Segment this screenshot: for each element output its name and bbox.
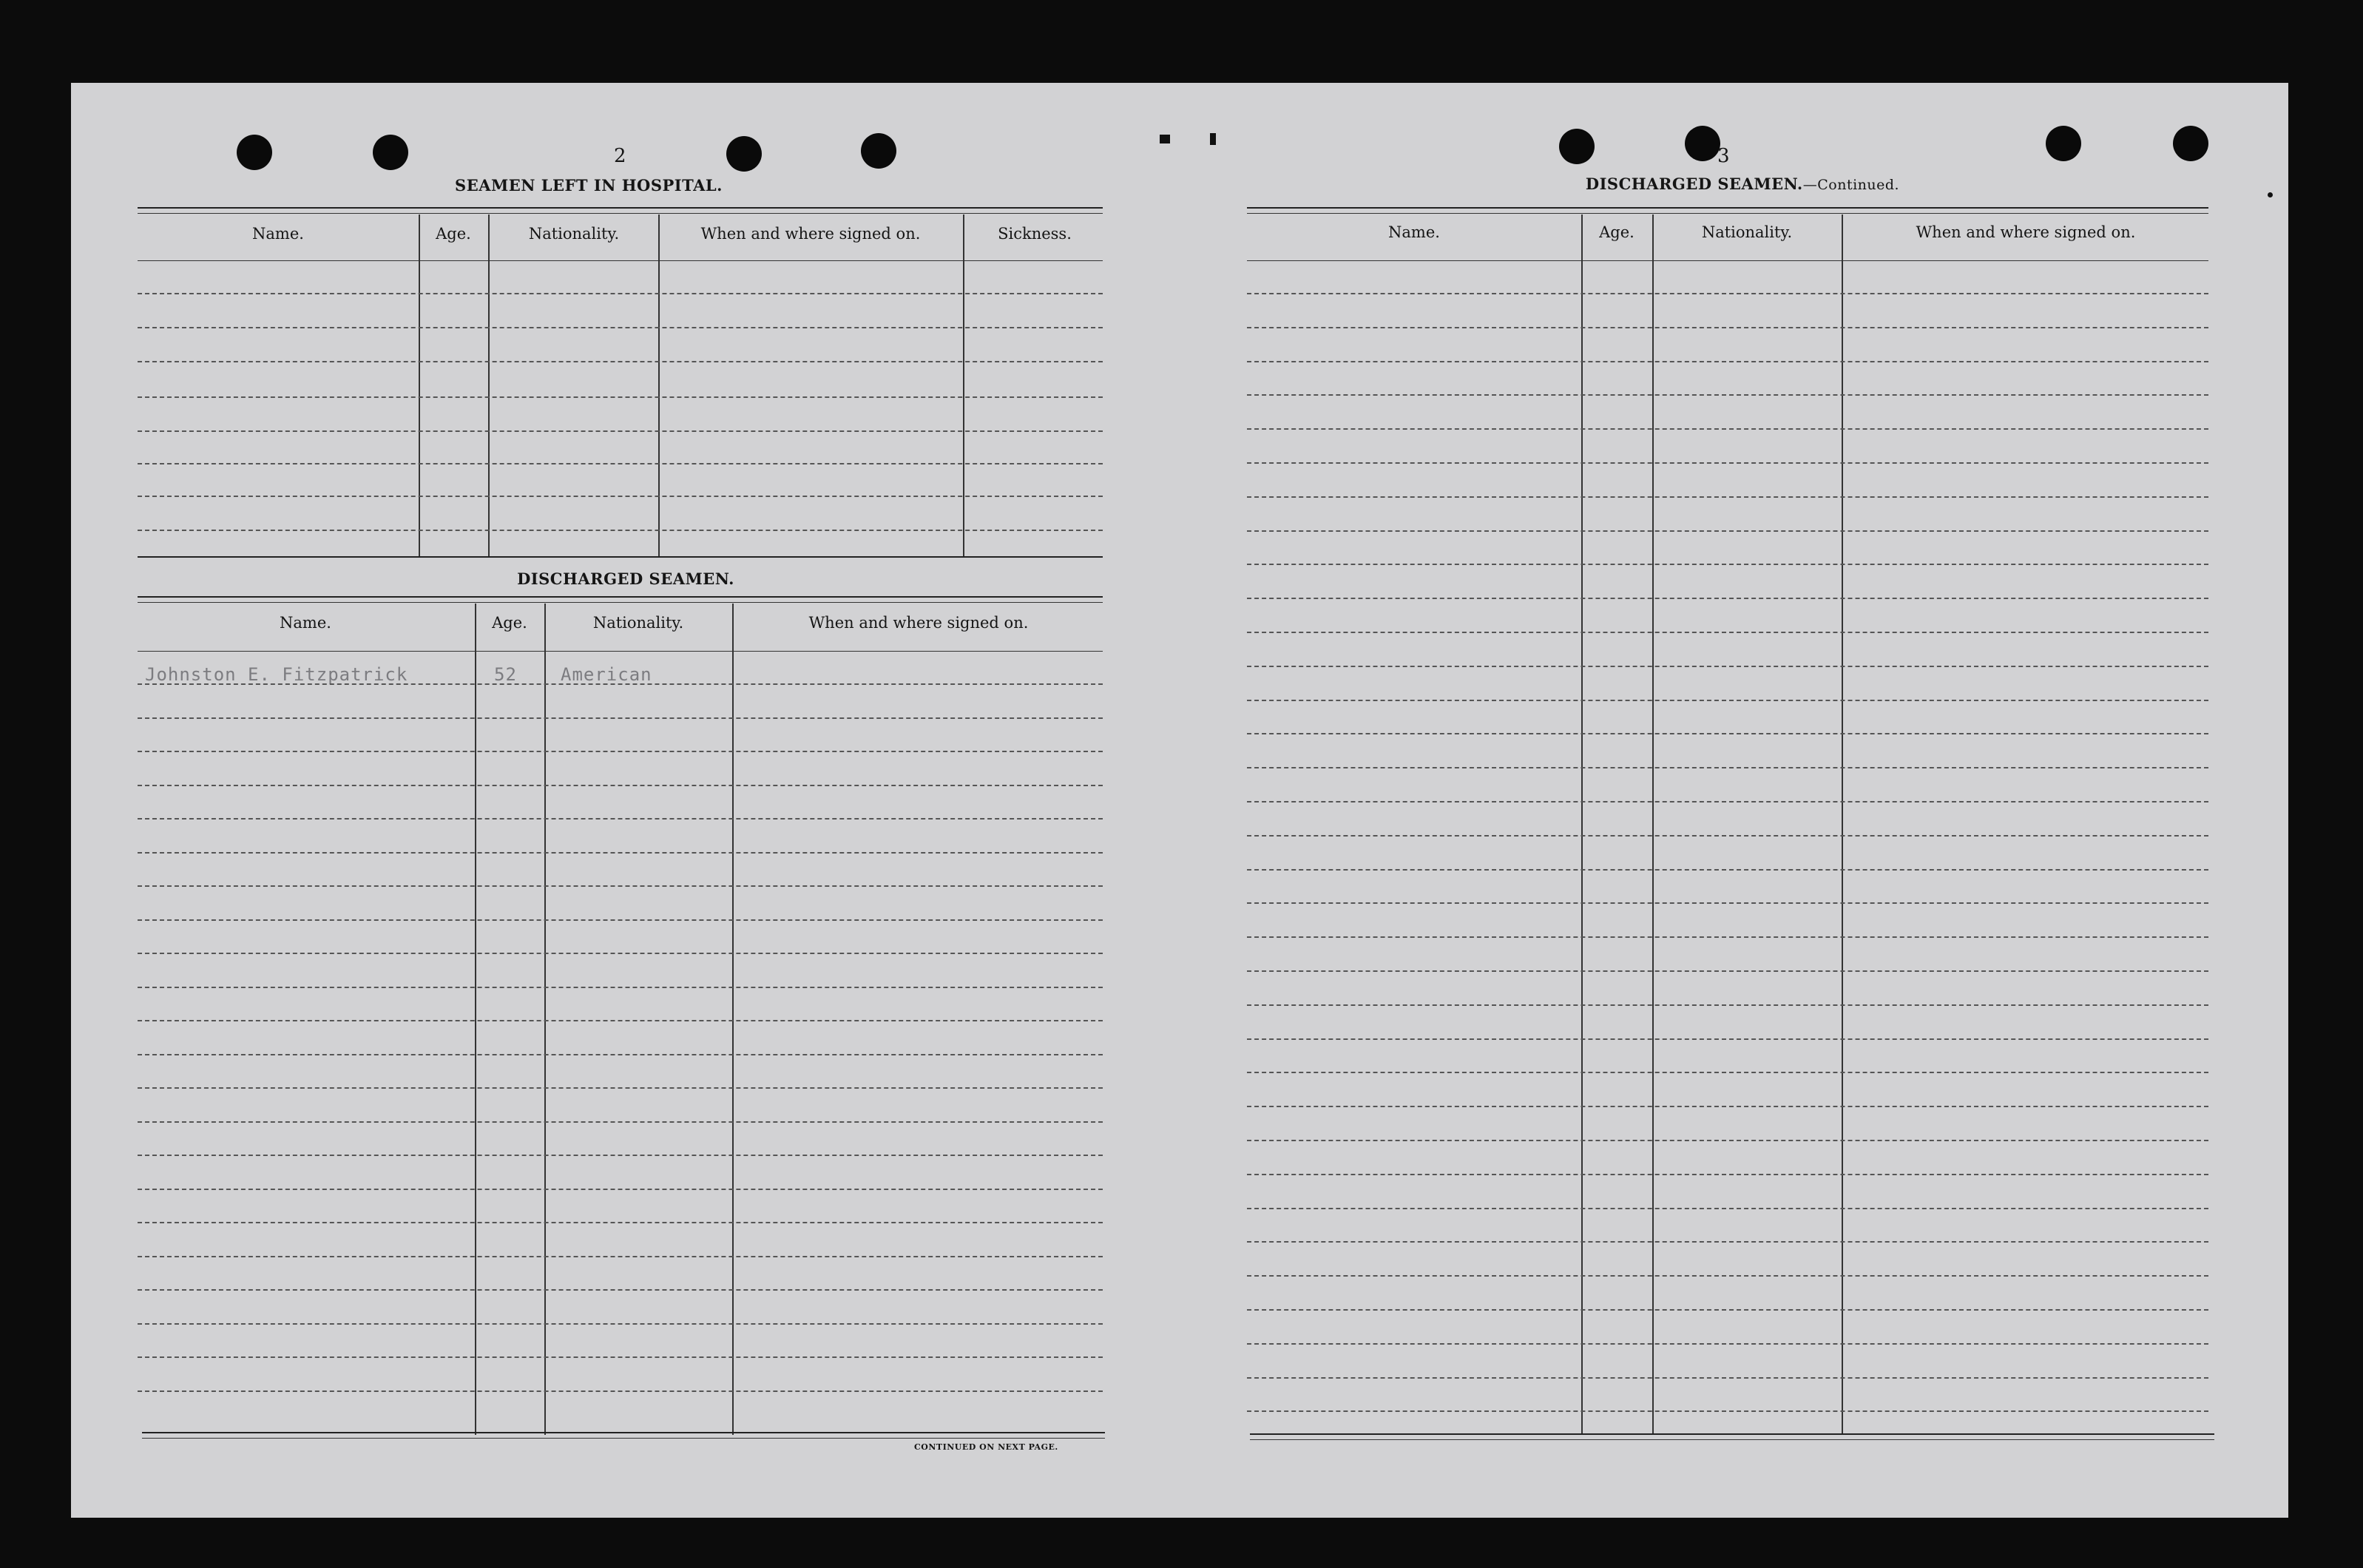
col-header-nationality: Nationality. (1701, 223, 1793, 241)
ruled-line (1247, 530, 2208, 532)
ruled-line (138, 1390, 1103, 1392)
page-number-right: 3 (1717, 145, 1730, 167)
ruled-line (1247, 1174, 2208, 1175)
ruled-line (1247, 733, 2208, 734)
col-header-signed-on: When and where signed on. (808, 614, 1029, 632)
entry-nationality: American (561, 664, 652, 685)
punch-hole-icon (2046, 126, 2081, 161)
punch-hole-icon (373, 135, 408, 170)
col-header-age: Age. (492, 614, 527, 632)
ink-speck (2268, 192, 2273, 197)
discharged-continued-title-text: DISCHARGED SEAMEN. (1585, 175, 1803, 193)
ruled-line (1247, 835, 2208, 837)
ruled-line (1247, 902, 2208, 904)
ruled-line (1247, 564, 2208, 565)
ruled-line (138, 885, 1103, 887)
col-header-sickness: Sickness. (998, 225, 1072, 243)
ink-speck (1210, 133, 1216, 145)
ruled-line (138, 1189, 1103, 1190)
ruled-line (1247, 598, 2208, 599)
ruled-line (138, 818, 1103, 820)
punch-hole-icon (2173, 126, 2208, 161)
ruled-line (1247, 327, 2208, 328)
page-number-left: 2 (614, 145, 626, 167)
ruled-line (1247, 361, 2208, 362)
ruled-line (138, 987, 1103, 988)
ruled-line (1247, 496, 2208, 498)
ruled-line (1247, 1410, 2208, 1412)
continued-footer: CONTINUED ON NEXT PAGE. (914, 1442, 1058, 1452)
ruled-line (1247, 632, 2208, 633)
ruled-line (138, 1356, 1103, 1358)
ruled-line (138, 1256, 1103, 1257)
ruled-line (138, 1323, 1103, 1325)
col-header-signed-on: When and where signed on. (700, 225, 921, 243)
ruled-line (1247, 767, 2208, 768)
hospital-section-title: SEAMEN LEFT IN HOSPITAL. (455, 176, 723, 195)
ruled-line (138, 852, 1103, 854)
ruled-line (1247, 801, 2208, 802)
ruled-line (138, 751, 1103, 752)
punch-hole-icon (237, 135, 272, 170)
ruled-line (138, 717, 1103, 719)
ruled-line (1247, 1106, 2208, 1107)
continued-suffix: —Continued. (1802, 177, 1900, 193)
ruled-line (138, 683, 1103, 685)
ruled-line (1247, 936, 2208, 938)
col-header-nationality: Nationality. (592, 614, 684, 632)
col-header-name: Name. (252, 225, 304, 243)
ruled-line (1247, 1343, 2208, 1345)
entry-name: Johnston E. Fitzpatrick (145, 664, 408, 685)
ruled-line (138, 1054, 1103, 1055)
col-header-name: Name. (1388, 223, 1440, 241)
ruled-line (1247, 1275, 2208, 1277)
entry-age: 52 (494, 664, 517, 685)
ruled-line (138, 1020, 1103, 1021)
ruled-line (1247, 462, 2208, 464)
ruled-line (1247, 700, 2208, 701)
punch-hole-icon (726, 136, 762, 172)
ruled-line (1247, 1241, 2208, 1243)
ruled-line (138, 1087, 1103, 1089)
ruled-line (1247, 869, 2208, 871)
punch-hole-icon (1559, 129, 1595, 164)
ruled-line (1247, 1377, 2208, 1379)
ruled-line (138, 1289, 1103, 1291)
ruled-line (138, 953, 1103, 954)
ruled-line (1247, 394, 2208, 396)
ruled-line (138, 1155, 1103, 1156)
ruled-line (138, 919, 1103, 921)
ruled-line (1247, 1038, 2208, 1040)
punch-hole-icon (861, 133, 896, 169)
col-header-age: Age. (436, 225, 471, 243)
col-header-nationality: Nationality. (528, 225, 620, 243)
ruled-line (1247, 293, 2208, 294)
discharged-section-title: DISCHARGED SEAMEN. (517, 570, 734, 588)
ruled-line (1247, 1140, 2208, 1141)
col-header-age: Age. (1599, 223, 1635, 241)
col-header-signed-on: When and where signed on. (1916, 223, 2136, 241)
ruled-line (1247, 1072, 2208, 1073)
punch-hole-icon (1685, 126, 1720, 161)
ruled-line (1247, 666, 2208, 667)
ink-speck (1160, 135, 1170, 143)
ruled-line (1247, 970, 2208, 972)
discharged-continued-title (1424, 175, 2061, 193)
ruled-line (1247, 1004, 2208, 1006)
ruled-line (138, 1222, 1103, 1223)
col-header-name: Name. (280, 614, 331, 632)
ruled-line (1247, 1208, 2208, 1209)
ruled-line (1247, 428, 2208, 430)
ruled-line (138, 1121, 1103, 1123)
document-sheet (71, 83, 2288, 1518)
ruled-line (1247, 1309, 2208, 1311)
ruled-line (138, 785, 1103, 786)
